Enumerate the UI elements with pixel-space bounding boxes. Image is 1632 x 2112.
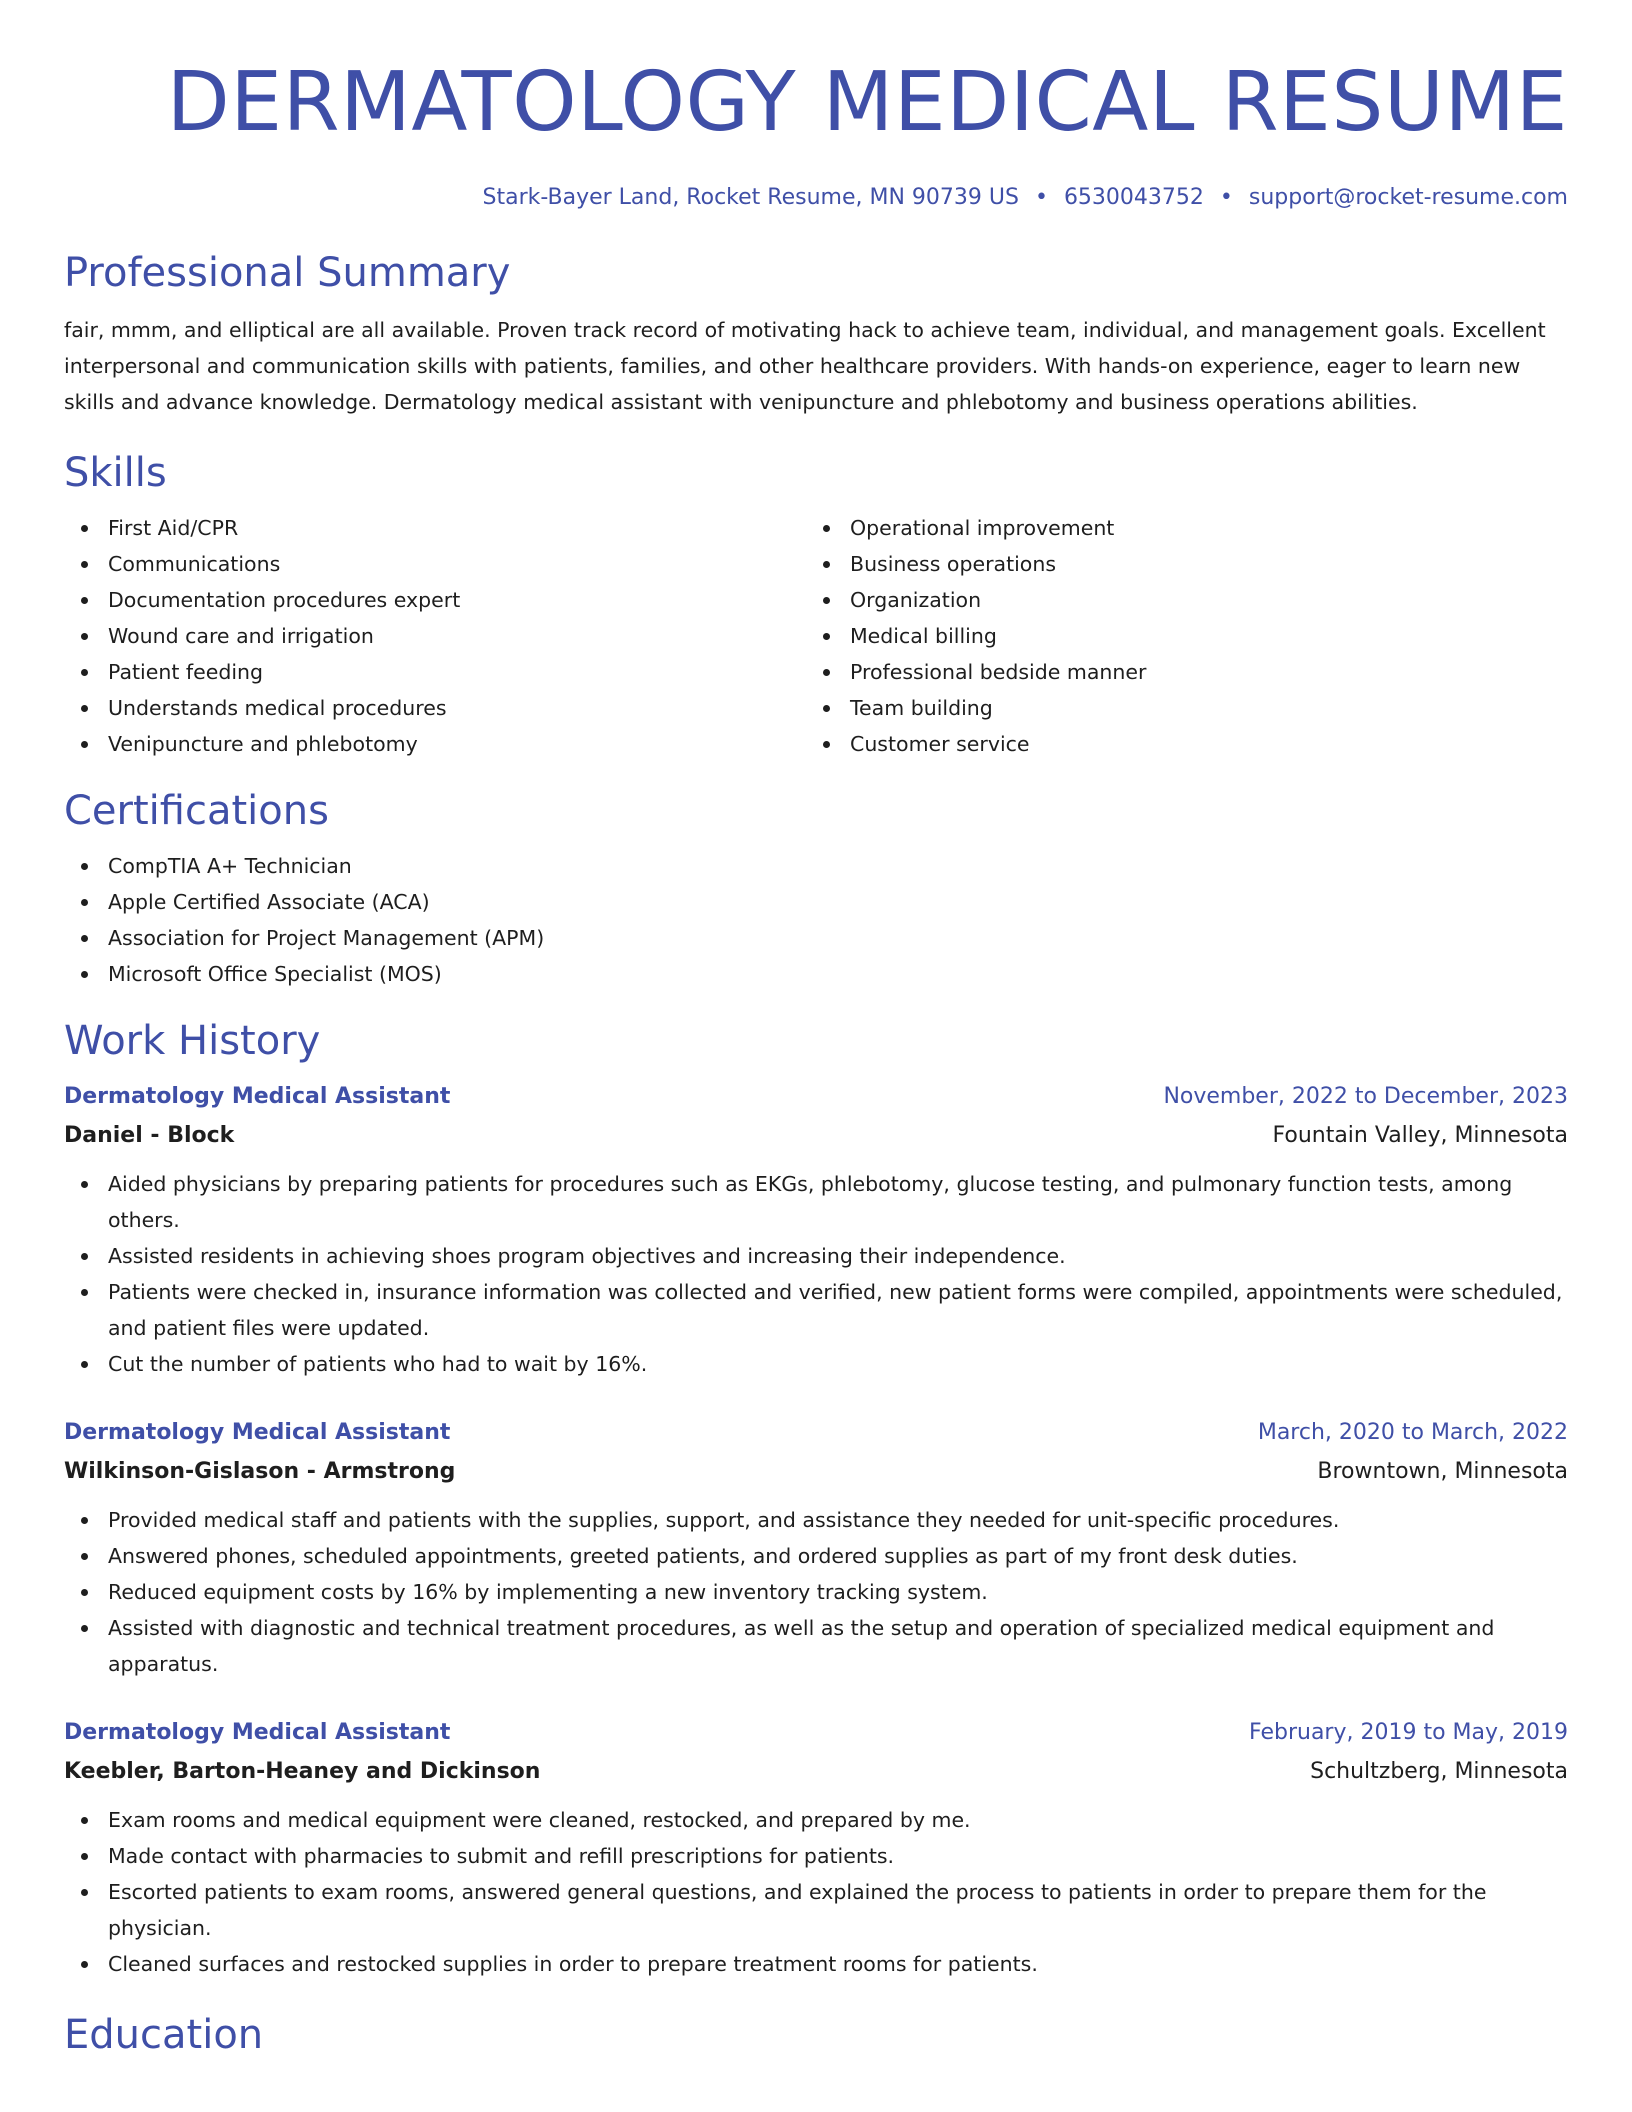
job-company-row — [64, 1116, 1568, 1156]
certifications-heading: Certifications — [64, 788, 329, 834]
skill-item: Communications — [64, 546, 806, 582]
job-entry — [64, 1414, 1568, 1682]
job-location: Browntown, Minnesota — [1317, 1459, 1568, 1484]
job-company: Keebler, Barton-Heaney and Dickinson — [64, 1759, 541, 1784]
skill-item: Professional bedside manner — [806, 654, 1548, 690]
job-dates: February, 2019 to May, 2019 — [1249, 1720, 1568, 1745]
job-bullet: Patients were checked in, insurance information was collected and verified, new patient forms were compiled, appointments were scheduled, and patient files were updated. — [64, 1274, 1568, 1346]
certification-item: CompTIA A+ Technician — [64, 848, 1568, 884]
job-company: Wilkinson-Gislason - Armstrong — [64, 1459, 456, 1484]
job-bullet: Cut the number of patients who had to wait by 16%. — [64, 1346, 1568, 1382]
skill-item: Medical billing — [806, 618, 1548, 654]
skill-item: Wound care and irrigation — [64, 618, 806, 654]
job-location: Fountain Valley, Minnesota — [1272, 1123, 1568, 1148]
skill-item: Customer service — [806, 726, 1548, 762]
contact-email[interactable]: support@rocket-resume.com — [1248, 185, 1568, 210]
job-company-row — [64, 1452, 1568, 1492]
skills-left-list — [64, 510, 806, 762]
job-bullet: Cleaned surfaces and restocked supplies in order to prepare treatment rooms for patients. — [64, 1946, 1568, 1982]
job-bullet: Provided medical staff and patients with the supplies, support, and assistance they needed for unit-specific procedures. — [64, 1502, 1568, 1538]
contact-separator: • — [1034, 185, 1048, 210]
job-dates: November, 2022 to December, 2023 — [1163, 1084, 1568, 1109]
certifications-list — [64, 848, 1568, 992]
education-heading: Education — [64, 2012, 264, 2058]
job-header-row — [64, 1078, 1568, 1116]
job-bullets — [64, 1802, 1568, 1982]
summary-text: fair, mmm, and elliptical are all available. Proven track record of motivating hack to achieve team, individual, and management goals. Excellent interpersonal and communication skills with patients, families, and other healthcare providers. With hands-on experience, eager to learn new skills and advance knowledge. Dermatology medical assistant with venipuncture and phlebotomy and business operations abilities. — [64, 318, 1546, 414]
job-header-row — [64, 1714, 1568, 1752]
job-bullet: Aided physicians by preparing patients for procedures such as EKGs, phlebotomy, glucose testing, and pulmonary function tests, among others. — [64, 1166, 1568, 1238]
skill-item: Operational improvement — [806, 510, 1548, 546]
job-title: Dermatology Medical Assistant — [64, 1084, 451, 1109]
contact-line — [64, 184, 1568, 212]
contact-separator: • — [1219, 185, 1233, 210]
skill-item: Business operations — [806, 546, 1548, 582]
job-entry — [64, 1714, 1568, 1982]
job-dates: March, 2020 to March, 2022 — [1257, 1420, 1568, 1445]
certification-item: Apple Certified Associate (ACA) — [64, 884, 1568, 920]
job-bullet: Made contact with pharmacies to submit and refill prescriptions for patients. — [64, 1838, 1568, 1874]
skill-item: Organization — [806, 582, 1548, 618]
summary-heading: Professional Summary — [64, 250, 511, 296]
job-company-row — [64, 1752, 1568, 1792]
job-title: Dermatology Medical Assistant — [64, 1420, 451, 1445]
skills-columns — [64, 510, 1568, 762]
certification-item: Microsoft Office Specialist (MOS) — [64, 956, 1568, 992]
job-header-row — [64, 1414, 1568, 1452]
skill-item: Patient feeding — [64, 654, 806, 690]
job-title: Dermatology Medical Assistant — [64, 1720, 451, 1745]
resume-title: DERMATOLOGY MEDICAL RESUME — [166, 55, 1568, 150]
skills-right-list — [806, 510, 1548, 762]
job-bullet: Escorted patients to exam rooms, answered general questions, and explained the process to patients in order to prepare them for the physician. — [64, 1874, 1568, 1946]
certification-item: Association for Project Management (APM) — [64, 920, 1568, 956]
job-bullets — [64, 1502, 1568, 1682]
contact-address: Stark-Bayer Land, Rocket Resume, MN 90739 US — [482, 185, 1019, 210]
skills-heading: Skills — [64, 450, 167, 496]
job-bullet: Answered phones, scheduled appointments, greeted patients, and ordered supplies as part of my front desk duties. — [64, 1538, 1568, 1574]
skill-item: First Aid/CPR — [64, 510, 806, 546]
skill-item: Documentation procedures expert — [64, 582, 806, 618]
job-company: Daniel - Block — [64, 1123, 235, 1148]
job-location: Schultzberg, Minnesota — [1310, 1759, 1568, 1784]
job-bullet: Reduced equipment costs by 16% by implementing a new inventory tracking system. — [64, 1574, 1568, 1610]
skill-item: Team building — [806, 690, 1548, 726]
job-bullet: Assisted residents in achieving shoes program objectives and increasing their independence. — [64, 1238, 1568, 1274]
resume-page — [64, 0, 1568, 2058]
work-history-heading: Work History — [64, 1018, 321, 1064]
job-bullet: Exam rooms and medical equipment were cleaned, restocked, and prepared by me. — [64, 1802, 1568, 1838]
skill-item: Understands medical procedures — [64, 690, 806, 726]
job-bullets — [64, 1166, 1568, 1382]
skill-item: Venipuncture and phlebotomy — [64, 726, 806, 762]
job-bullet: Assisted with diagnostic and technical treatment procedures, as well as the setup and operation of specialized medical equipment and apparatus. — [64, 1610, 1568, 1682]
contact-phone: 6530043752 — [1063, 185, 1204, 210]
job-entry — [64, 1078, 1568, 1382]
